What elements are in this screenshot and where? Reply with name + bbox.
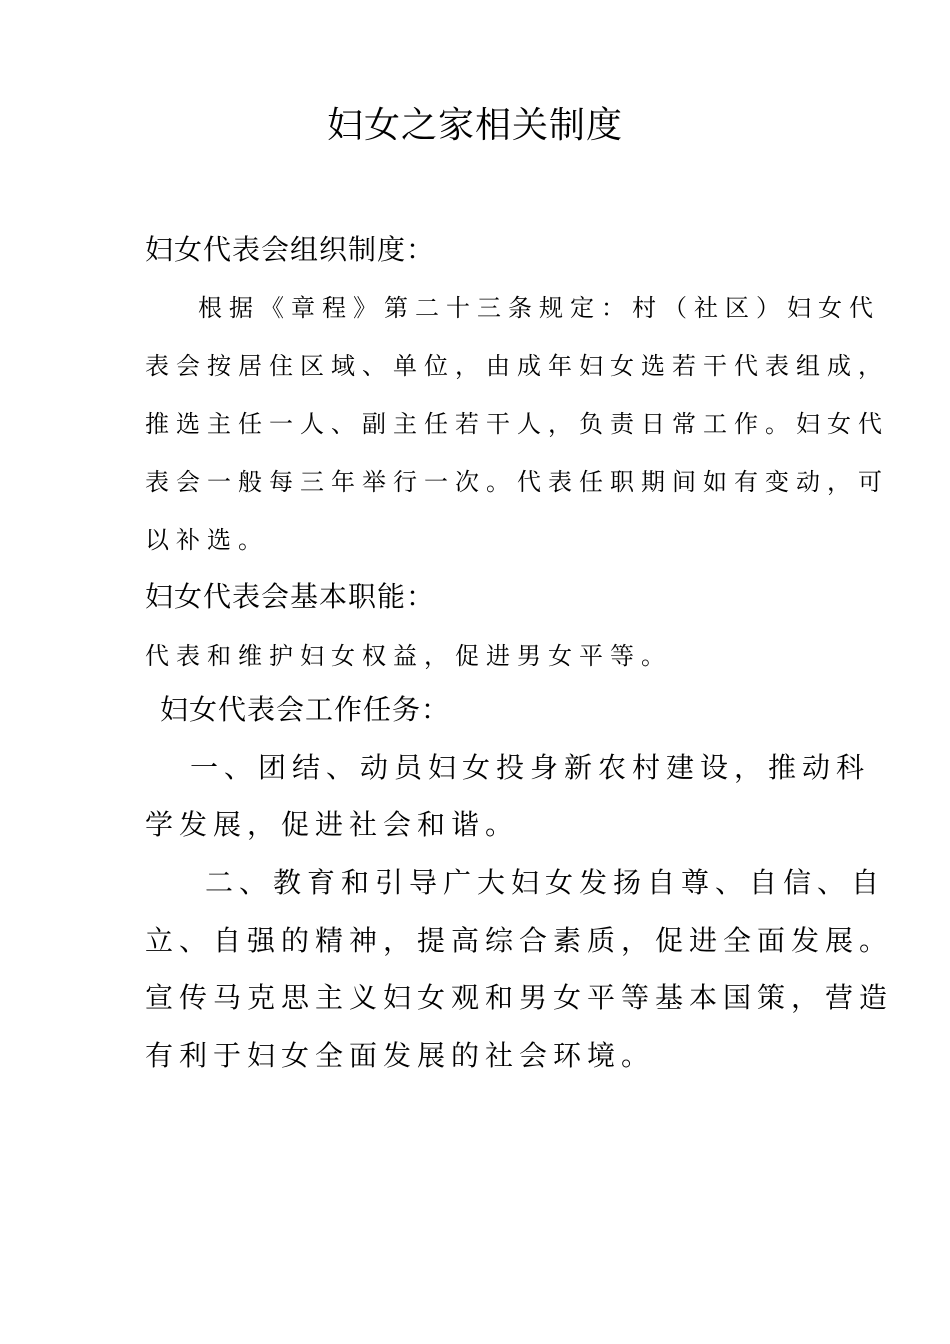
paragraph-line: 以补选。 (145, 526, 269, 554)
paragraph-line: 二、教育和引导广大妇女发扬自尊、自信、自 (205, 866, 886, 899)
paragraph-line: 代表和维护妇女权益，促进男女平等。 (145, 642, 672, 670)
paragraph-line: 推选主任一人、副主任若干人，负责日常工作。妇女代 (145, 410, 889, 438)
paragraph-line: 有利于妇女全面发展的社会环境。 (145, 1039, 656, 1072)
paragraph-line: 表会按居住区域、单位，由成年妇女选若干代表组成， (145, 352, 889, 380)
paragraph-line: 根据《章程》第二十三条规定：村（社区）妇女代 (198, 294, 880, 322)
paragraph-line: 学发展，促进社会和谐。 (145, 808, 520, 841)
section-heading-tasks: 妇女代表会工作任务： (160, 693, 451, 726)
paragraph-line: 立、自强的精神，提高综合素质，促进全面发展。 (145, 924, 894, 957)
document-title: 妇女之家相关制度 (326, 105, 623, 146)
section-heading-organization: 妇女代表会组织制度： (145, 233, 436, 266)
paragraph-line: 表会一般每三年举行一次。代表任职期间如有变动，可 (145, 468, 889, 496)
paragraph-line: 宣传马克思主义妇女观和男女平等基本国策，营造 (145, 981, 894, 1014)
section-heading-functions: 妇女代表会基本职能： (145, 580, 436, 613)
paragraph-line: 一、团结、动员妇女投身新农村建设，推动科 (190, 751, 871, 784)
